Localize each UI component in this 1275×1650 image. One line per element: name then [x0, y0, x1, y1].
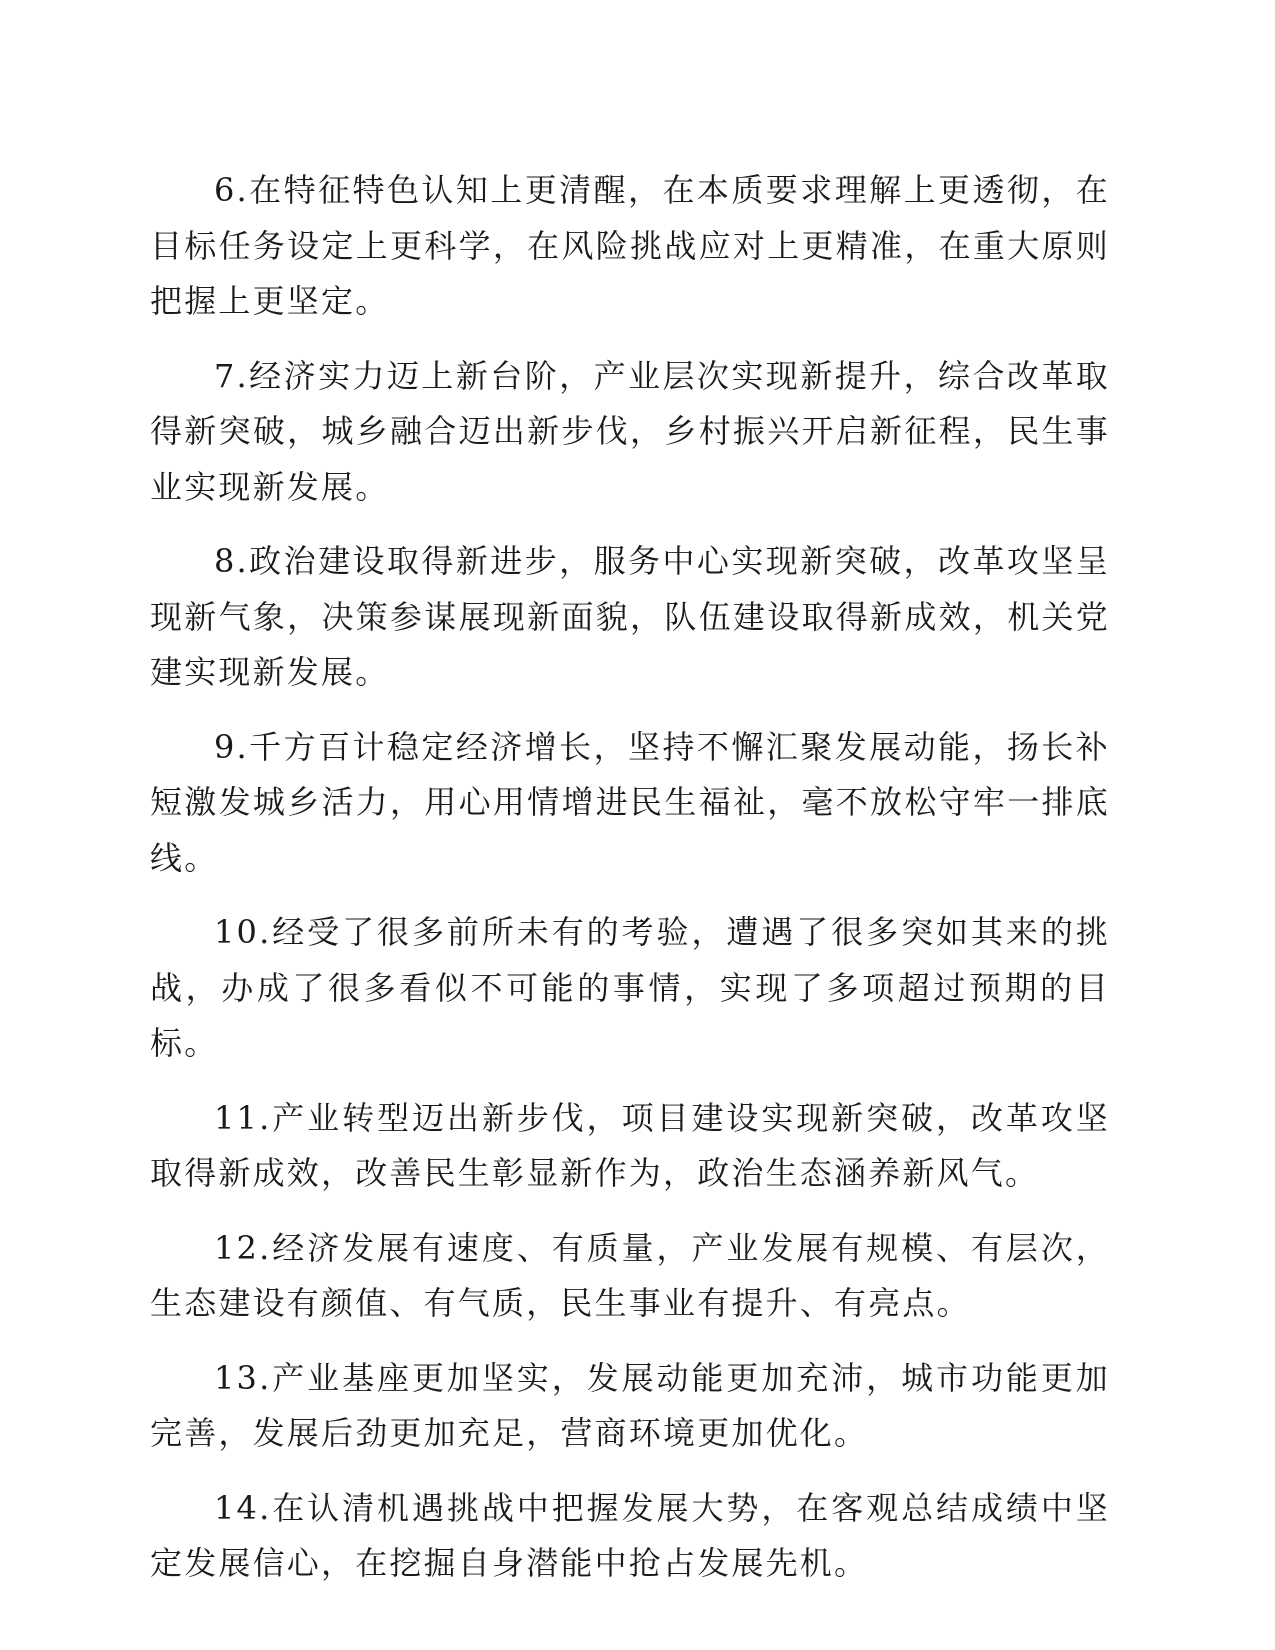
paragraph-text: 经受了很多前所未有的考验，遭遇了很多突如其来的挑战，办成了很多看似不可能的事情，实现了多项超过预期的目标。: [150, 913, 1110, 1062]
paragraph-12: [150, 1221, 1110, 1332]
paragraph-7: [150, 349, 1110, 516]
paragraph-text: 产业转型迈出新步伐，项目建设实现新突破，改革攻坚取得新成效，改善民生彰显新作为，政治生态涵养新风气。: [150, 1098, 1110, 1192]
paragraph-number: 9.: [214, 727, 249, 766]
paragraph-6: [150, 163, 1110, 330]
paragraph-text: 千方百计稳定经济增长，坚持不懈汇聚发展动能，扬长补短激发城乡活力，用心用情增进民生福祉，毫不放松守牢一排底线。: [150, 727, 1110, 877]
paragraph-10: [150, 905, 1110, 1072]
paragraph-11: [150, 1091, 1110, 1202]
paragraph-14: [150, 1481, 1110, 1592]
paragraph-9: [150, 720, 1110, 887]
paragraph-number: 12.: [214, 1228, 272, 1267]
paragraph-text: 经济发展有速度、有质量，产业发展有规模、有层次，生态建设有颜值、有气质，民生事业有提升、有亮点。: [150, 1228, 1110, 1322]
paragraph-number: 11.: [214, 1098, 272, 1137]
paragraph-text: 经济实力迈上新台阶，产业层次实现新提升，综合改革取得新突破，城乡融合迈出新步伐，乡村振兴开启新征程，民生事业实现新发展。: [150, 356, 1110, 506]
paragraph-13: [150, 1351, 1110, 1462]
paragraph-number: 6.: [214, 171, 249, 209]
paragraph-number: 13.: [214, 1358, 272, 1397]
paragraph-text: 产业基座更加坚实，发展动能更加充沛，城市功能更加完善，发展后劲更加充足，营商环境更加优化。: [150, 1358, 1110, 1452]
paragraph-number: 8.: [214, 542, 249, 580]
paragraph-text: 在认清机遇挑战中把握发展大势，在客观总结成绩中坚定发展信心，在挖掘自身潜能中抢占发展先机。: [150, 1488, 1110, 1582]
paragraph-text: 政治建设取得新进步，服务中心实现新突破，改革攻坚呈现新气象，决策参谋展现新面貌，队伍建设取得新成效，机关党建实现新发展。: [150, 542, 1110, 691]
paragraph-number: 10.: [214, 913, 272, 951]
paragraph-number: 14.: [214, 1488, 272, 1527]
document-body: [150, 163, 1110, 1611]
paragraph-8: [150, 534, 1110, 701]
paragraph-number: 7.: [214, 356, 249, 395]
paragraph-text: 在特征特色认知上更清醒，在本质要求理解上更透彻，在目标任务设定上更科学，在风险挑战应对上更精准，在重大原则把握上更坚定。: [150, 171, 1110, 320]
